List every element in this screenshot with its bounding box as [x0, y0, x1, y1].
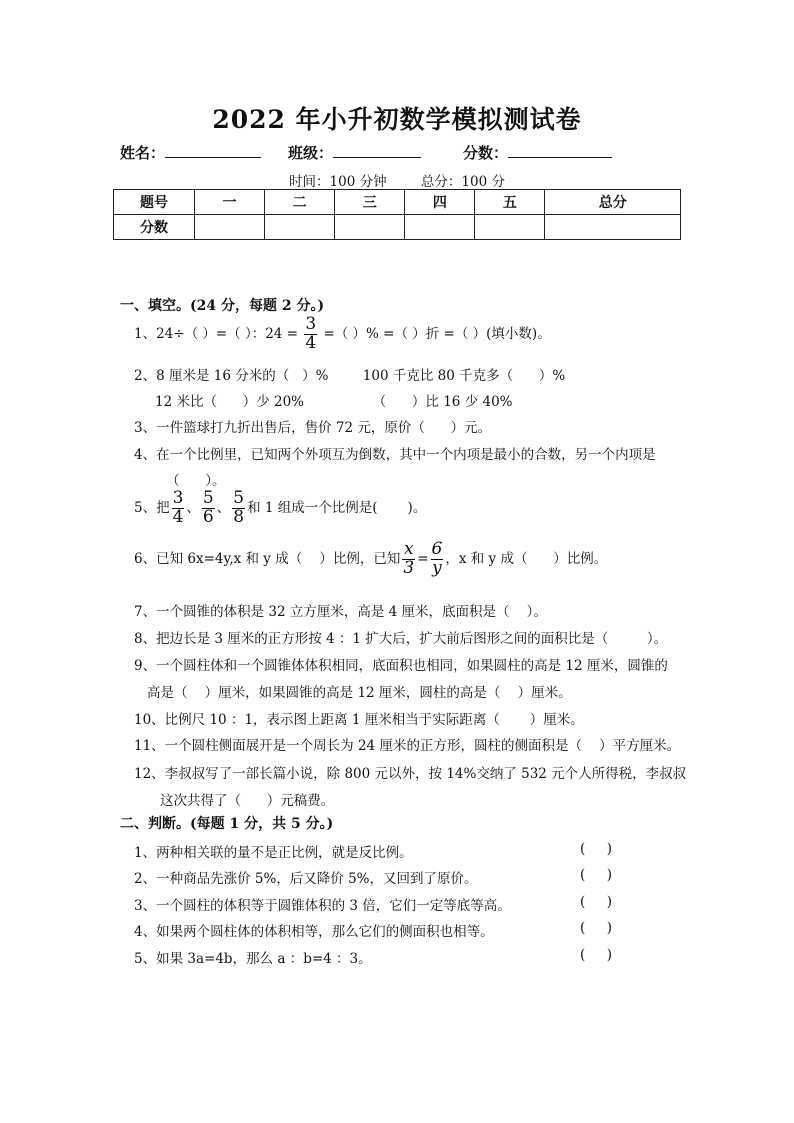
question-8: 8、把边长是 3 厘米的正方形按 4 ：1 扩大后，扩大前后图形之间的面积比是（ ）。 — [134, 631, 668, 647]
score-cell[interactable] — [405, 215, 475, 240]
score-table-row — [114, 215, 681, 240]
q5-f1-den: 4 — [172, 506, 184, 527]
q5-sep-2: 、 — [216, 499, 231, 516]
q6-fraction-2 — [431, 541, 444, 578]
score-field — [463, 142, 612, 163]
judge-answer-box-2[interactable]: ( ) — [580, 867, 612, 883]
q5-fraction-2 — [202, 490, 215, 527]
score-table-header-row — [114, 190, 681, 215]
score-table-header: 二 — [265, 190, 335, 215]
class-label: 班级： — [288, 144, 334, 162]
section1-heading: 一、填空。(24 分，每题 2 分。) — [120, 298, 325, 314]
exam-meta: 时间：100 分钟 总分：100 分 — [289, 174, 505, 190]
score-blank[interactable] — [508, 143, 612, 158]
q5-fraction-3 — [232, 490, 245, 527]
q5-f1-num: 3 — [172, 488, 184, 508]
score-cell[interactable] — [335, 215, 405, 240]
q1-frac-den: 4 — [305, 332, 317, 353]
q1-frac-num: 3 — [305, 314, 317, 334]
judge-item-2: 2、一种商品先涨价 5%，后又降价 5%，又回到了原价。 — [134, 871, 478, 887]
score-cell[interactable] — [475, 215, 545, 240]
question-2-line2: 12 米比（ ）少 20% （ ）比 16 少 40% — [155, 394, 513, 410]
q5-f3-den: 8 — [233, 506, 245, 527]
class-blank[interactable] — [333, 143, 421, 158]
q6-post: ，x 和 y 成（ ）比例。 — [445, 550, 608, 567]
judge-item-3: 3、一个圆柱的体积等于圆锥体积的 3 倍，它们一定等底等高。 — [134, 898, 511, 914]
q6-f2-den: y — [432, 557, 442, 578]
q1-post: =（ ）% =（ ）折 =（ ）(填小数)。 — [323, 325, 551, 342]
score-cell[interactable] — [195, 215, 265, 240]
question-12-line2: 这次共得了（ ）元稿费。 — [160, 793, 335, 809]
score-table-header: 四 — [405, 190, 475, 215]
q5-fraction-1 — [172, 490, 185, 527]
q5-f2-num: 5 — [202, 488, 214, 508]
name-blank[interactable] — [165, 143, 261, 158]
q5-pre: 5、把 — [134, 499, 170, 516]
judge-answer-box-1[interactable]: ( ) — [580, 841, 612, 857]
question-3: 3、一件篮球打九折出售后，售价 72 元，原价（ ）元。 — [134, 420, 492, 436]
score-table-header: 题号 — [114, 190, 195, 215]
judge-answer-box-4[interactable]: ( ) — [580, 920, 612, 936]
question-5 — [134, 490, 426, 527]
question-2-line1: 2、8 厘米是 16 分米的（ ）% 100 千克比 80 千克多（ ）% — [134, 368, 566, 384]
q5-f3-num: 5 — [233, 488, 245, 508]
question-7: 7、一个圆锥的体积是 32 立方厘米，高是 4 厘米，底面积是（ ）。 — [134, 604, 547, 620]
question-10: 10、比例尺 10 ：1，表示图上距离 1 厘米相当于实际距离（ ）厘米。 — [134, 712, 584, 728]
score-cell[interactable] — [265, 215, 335, 240]
judge-answer-box-3[interactable]: ( ) — [580, 894, 612, 910]
q1-fraction — [304, 316, 317, 353]
class-field — [288, 142, 421, 163]
question-4-line1: 4、在一个比例里，已知两个外项互为倒数，其中一个内项是最小的合数，另一个内项是 — [134, 447, 656, 463]
score-table — [113, 189, 681, 240]
name-label: 姓名： — [120, 144, 166, 162]
q5-f2-den: 6 — [202, 506, 214, 527]
judge-answer-box-5[interactable]: ( ) — [580, 947, 612, 963]
name-field — [120, 142, 261, 163]
q6-fraction-1 — [402, 541, 415, 578]
q1-pre: 1、24÷（ ）=（ ）：24 = — [134, 325, 299, 342]
score-row-label: 分数 — [114, 215, 195, 240]
judge-item-1: 1、两种相关联的量不是正比例，就是反比例。 — [134, 845, 413, 861]
q6-f1-num: x — [404, 539, 414, 559]
exam-title: 2022 年小升初数学模拟测试卷 — [212, 105, 582, 134]
question-12-line1: 12、李叔叔写了一部长篇小说，除 800 元以外，按 14%交纳了 532 元个人所得税，李叔叔 — [134, 766, 687, 782]
question-11: 11、一个圆柱侧面展开是一个周长为 24 厘米的正方形，圆柱的侧面积是（ ）平方厘米。 — [134, 738, 681, 754]
score-table-header: 三 — [335, 190, 405, 215]
q5-sep: 、 — [186, 499, 200, 516]
score-table-header: 五 — [475, 190, 545, 215]
score-table-header: 一 — [195, 190, 265, 215]
score-table-header: 总分 — [545, 190, 681, 215]
q5-post: 和 1 组成一个比例是( )。 — [247, 499, 427, 516]
score-cell[interactable] — [545, 215, 681, 240]
q6-eq: = — [417, 550, 429, 567]
question-6 — [134, 541, 607, 578]
question-9-line2: 高是（ ）厘米，如果圆锥的高是 12 厘米，圆柱的高是（ ）厘米。 — [147, 685, 572, 701]
question-9-line1: 9、一个圆柱体和一个圆锥体体积相同，底面积也相同，如果圆柱的高是 12 厘米，圆锥的 — [134, 658, 668, 674]
q6-f1-den: 3 — [403, 557, 415, 578]
question-4-line2: （ ）。 — [166, 473, 226, 489]
judge-item-4: 4、如果两个圆柱体的体积相等，那么它们的侧面积也相等。 — [134, 924, 494, 940]
judge-item-5: 5、如果 3a=4b，那么 a ：b=4 ：3。 — [134, 951, 372, 967]
score-label: 分数： — [463, 144, 509, 162]
question-1 — [134, 316, 551, 353]
q6-f2-num: 6 — [431, 539, 443, 559]
q6-pre: 6、已知 6x=4y,x 和 y 成（ ）比例，已知 — [134, 550, 401, 567]
section2-heading: 二、判断。(每题 1 分，共 5 分。) — [120, 816, 334, 832]
